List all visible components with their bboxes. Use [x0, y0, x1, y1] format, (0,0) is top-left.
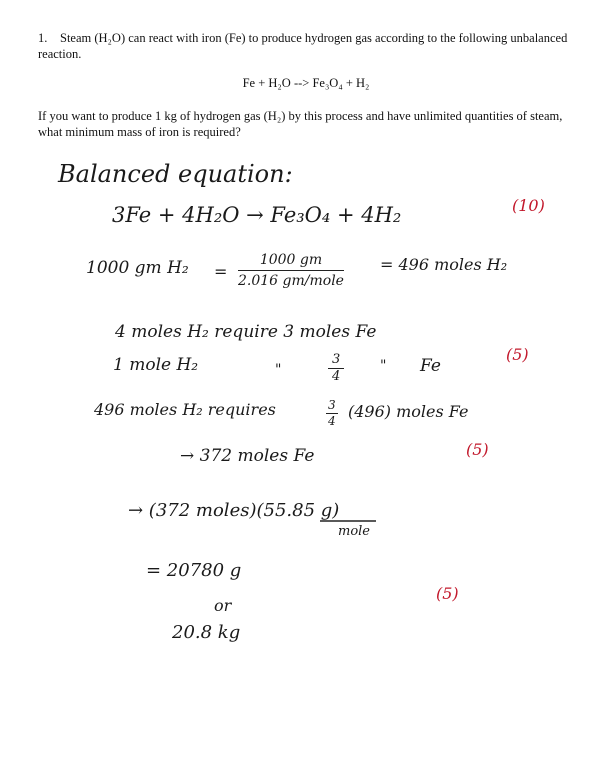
fraction-denominator: 4 [328, 414, 336, 428]
question-number: 1. [38, 31, 48, 45]
moles-496-result: (496) moles Fe [348, 402, 469, 421]
question-intro: Steam (H₂O) can react with iron (Fe) to produce hydrogen gas according to the following unbalanced reaction. [38, 31, 568, 61]
three-quarters-fraction [328, 352, 344, 384]
score-mass: (5) [436, 584, 459, 603]
grams-h2: 1000 gm H₂ [86, 258, 189, 278]
grams-result: = 20780 g [146, 560, 242, 581]
fraction-numerator: 3 [328, 352, 344, 369]
ditto-mark: " [380, 358, 387, 374]
equals-sign: = [214, 262, 228, 281]
kg-result: 20.8 kg [172, 622, 241, 643]
mass-unit-denominator: mole [338, 524, 371, 539]
moles-h2: = 496 moles H₂ [380, 255, 508, 274]
ditto-mark: " [275, 362, 282, 378]
mass-calculation [128, 500, 339, 521]
unbalanced-equation: Fe + H₂O --> Fe₃O₄ + H₂ [242, 76, 370, 90]
balanced-equation: 3Fe + 4H₂O → Fe₃O₄ + 4H₂ [112, 203, 402, 227]
one-mole-line: 1 mole H₂ [113, 355, 199, 375]
molar-fraction [238, 252, 344, 289]
mass-calc-text: → (372 moles)(55.85 g [128, 500, 333, 521]
question-prompt: If you want to produce 1 kg of hydrogen gas (H₂) by this process and have unlimited quantities of steam, what minimum mass of iron is required? [38, 109, 563, 139]
moles-496-line: 496 moles H₂ requires [94, 400, 276, 419]
fraction-denominator: 2.016 gm/mole [238, 273, 344, 289]
question-text [38, 30, 578, 62]
fraction-numerator: 1000 gm [238, 252, 344, 271]
fraction-bar [318, 518, 378, 524]
moles-fe-result: → 372 moles Fe [180, 446, 315, 466]
work-heading: Balanced equation: [58, 160, 293, 188]
fraction-numerator: 3 [328, 398, 336, 412]
or-text: or [214, 596, 232, 615]
score-balanced: (10) [512, 196, 545, 215]
fe-label: Fe [420, 356, 441, 376]
mole-ratio-line: 4 moles H₂ require 3 moles Fe [115, 322, 377, 342]
score-ratio: (5) [506, 345, 529, 364]
three-quarters-fraction-small [326, 398, 338, 428]
score-moles: (5) [466, 440, 489, 459]
mass-calc-close: ) [332, 500, 340, 521]
fraction-denominator: 4 [332, 369, 341, 384]
